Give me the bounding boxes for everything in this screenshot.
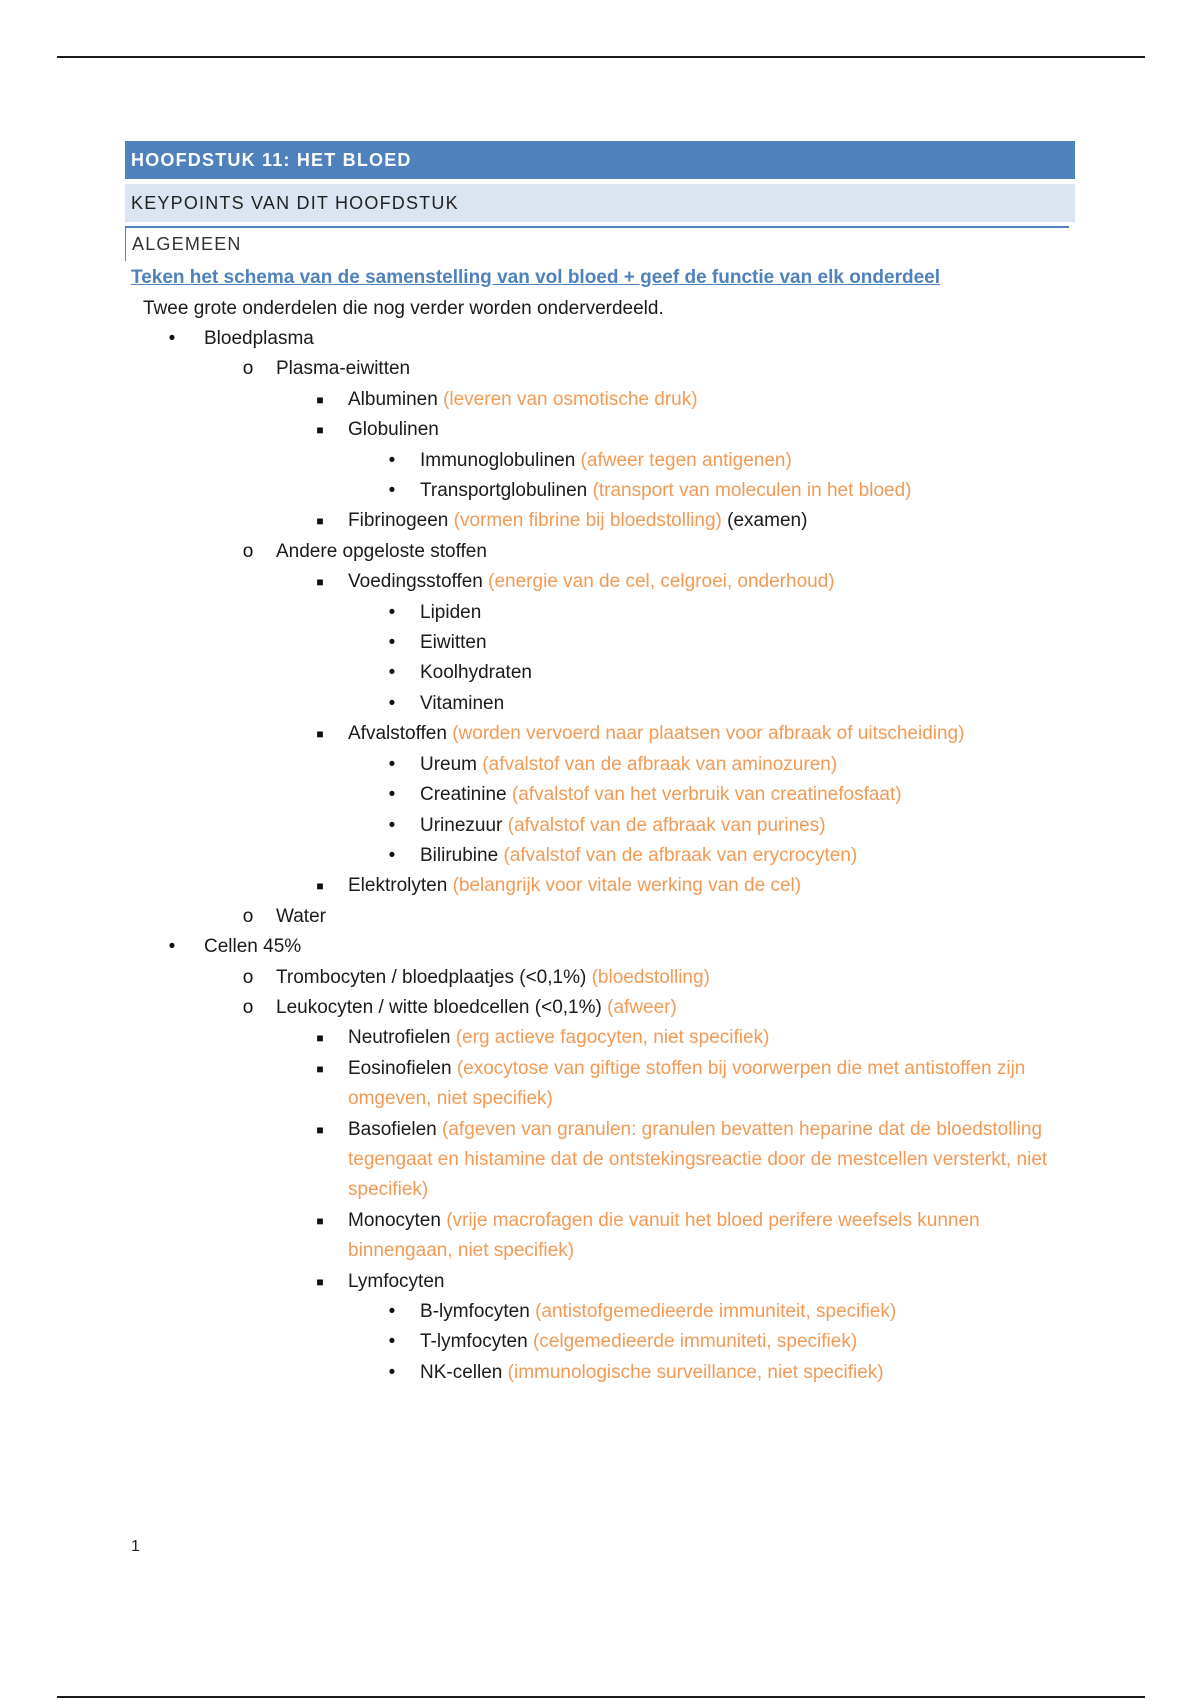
item-label: Voedingsstoffen bbox=[348, 571, 483, 593]
bullet-icon: ■ bbox=[316, 1061, 324, 1076]
bullet-icon: • bbox=[388, 844, 396, 866]
bullet-icon: • bbox=[388, 814, 396, 836]
list-item bbox=[125, 476, 1075, 506]
list-item bbox=[125, 1206, 1075, 1267]
bullet-icon: • bbox=[388, 632, 396, 654]
item-label: Afvalstoffen bbox=[348, 723, 447, 745]
list-item bbox=[125, 1327, 1075, 1357]
item-label: B-lymfocyten bbox=[420, 1301, 530, 1322]
list-item bbox=[125, 1267, 1075, 1297]
bullet-icon: • bbox=[388, 601, 396, 623]
bullet-icon: ■ bbox=[316, 423, 324, 438]
bullet-icon: • bbox=[388, 784, 396, 806]
footer-rule bbox=[57, 1696, 1145, 1698]
bullet-icon: o bbox=[242, 966, 254, 988]
question-link[interactable]: Teken het schema van de samenstelling van vol bloed + geef de functie van elk onderdeel bbox=[131, 267, 940, 288]
list-item bbox=[125, 719, 1075, 749]
bullet-icon: • bbox=[388, 1301, 396, 1322]
list-item bbox=[125, 1297, 1075, 1327]
item-label: Albuminen bbox=[348, 388, 438, 410]
list-item bbox=[125, 811, 1075, 841]
item-label: Eosinofielen bbox=[348, 1057, 452, 1079]
bullet-icon: ■ bbox=[316, 1274, 324, 1289]
list-item bbox=[125, 567, 1075, 597]
list-item bbox=[125, 780, 1075, 810]
item-note: (vormen fibrine bij bloedstolling) bbox=[453, 510, 722, 532]
item-note: (worden vervoerd naar plaatsen voor afbraak of uitscheiding) bbox=[452, 723, 965, 745]
item-note: (exocytose van giftige stoffen bij voorwerpen die met antistoffen zijn omgeven, niet specifiek) bbox=[348, 1057, 1026, 1110]
item-label: Water bbox=[276, 905, 326, 927]
item-label: Eiwitten bbox=[420, 632, 487, 654]
item-extra: (examen) bbox=[727, 510, 808, 532]
list-item bbox=[125, 385, 1075, 415]
bullet-icon: o bbox=[242, 540, 254, 562]
bullet-icon: • bbox=[388, 449, 396, 471]
item-label: Trombocyten / bloedplaatjes (<0,1%) bbox=[276, 966, 587, 988]
bullet-icon: ■ bbox=[316, 727, 324, 742]
bullet-icon: ■ bbox=[316, 575, 324, 590]
list-item bbox=[125, 658, 1075, 688]
bullet-icon: ■ bbox=[316, 1031, 324, 1046]
item-note: (vrije macrofagen die vanuit het bloed perifere weefsels kunnen binnengaan, niet specifiek) bbox=[348, 1209, 980, 1262]
item-label: Basofielen bbox=[348, 1118, 437, 1140]
list-item bbox=[125, 750, 1075, 780]
item-label: Globulinen bbox=[348, 419, 439, 441]
list-item bbox=[125, 1115, 1075, 1206]
bullet-icon: ■ bbox=[316, 879, 324, 894]
list-item bbox=[125, 415, 1075, 445]
list-item bbox=[125, 506, 1075, 536]
list-item bbox=[125, 628, 1075, 658]
page-number: 1 bbox=[131, 1538, 140, 1555]
list-item bbox=[125, 354, 1075, 384]
item-label: Transportglobulinen bbox=[420, 480, 588, 502]
item-label: Koolhydraten bbox=[420, 662, 532, 684]
item-note: (belangrijk voor vitale werking van de cel) bbox=[452, 875, 802, 897]
bullet-icon: • bbox=[388, 1331, 396, 1353]
item-note: (bloedstolling) bbox=[591, 966, 710, 988]
list-item bbox=[125, 871, 1075, 901]
bullet-icon: ■ bbox=[316, 392, 324, 407]
item-note: (erg actieve fagocyten, niet specifiek) bbox=[455, 1027, 770, 1049]
item-label: Ureum bbox=[420, 753, 478, 775]
item-note: (immunologische surveillance, niet specifiek) bbox=[507, 1361, 884, 1383]
bullet-icon: ■ bbox=[316, 514, 324, 529]
section-heading: ALGEMEEN bbox=[125, 226, 1069, 261]
bullet-icon: • bbox=[388, 662, 396, 684]
list-item bbox=[125, 1358, 1075, 1388]
list-item bbox=[125, 993, 1075, 1023]
item-note: (leveren van osmotische druk) bbox=[443, 388, 698, 410]
item-label: T-lymfocyten bbox=[420, 1331, 528, 1353]
list-item bbox=[125, 689, 1075, 719]
item-note: (afvalstof van het verbruik van creatinefosfaat) bbox=[511, 784, 902, 806]
bullet-icon: • bbox=[388, 692, 396, 714]
document-page bbox=[125, 141, 1075, 1388]
list-item bbox=[125, 963, 1075, 993]
bullet-icon: o bbox=[242, 996, 254, 1018]
chapter-heading: HOOFDSTUK 11: HET BLOED bbox=[125, 141, 1075, 179]
bullet-icon: • bbox=[168, 936, 176, 958]
item-note: (energie van de cel, celgroei, onderhoud) bbox=[488, 571, 835, 593]
item-label: NK-cellen bbox=[420, 1361, 503, 1383]
item-label: Creatinine bbox=[420, 784, 507, 806]
list-item bbox=[125, 841, 1075, 871]
header-rule bbox=[57, 56, 1145, 58]
list-item bbox=[125, 537, 1075, 567]
list-item bbox=[125, 446, 1075, 476]
item-note: (antistofgemedieerde immuniteit, specifiek) bbox=[535, 1301, 897, 1322]
list-item bbox=[125, 324, 1075, 354]
list-item bbox=[125, 1023, 1075, 1053]
item-label: Leukocyten / witte bloedcellen (<0,1%) bbox=[276, 996, 602, 1018]
item-label: Urinezuur bbox=[420, 814, 503, 836]
list-item bbox=[125, 932, 1075, 962]
item-note: (afvalstof van de afbraak van erycrocyten) bbox=[503, 844, 858, 866]
item-label: Cellen 45% bbox=[204, 936, 302, 958]
bullet-icon: • bbox=[388, 753, 396, 775]
keypoints-heading: KEYPOINTS VAN DIT HOOFDSTUK bbox=[125, 184, 1075, 222]
item-note: (transport van moleculen in het bloed) bbox=[592, 480, 912, 502]
item-label: Andere opgeloste stoffen bbox=[276, 540, 487, 562]
item-note: (afvalstof van de afbraak van purines) bbox=[507, 814, 826, 836]
item-label: Fibrinogeen bbox=[348, 510, 449, 532]
item-label: Vitaminen bbox=[420, 692, 505, 714]
item-label: Elektrolyten bbox=[348, 875, 448, 897]
bullet-icon: • bbox=[388, 480, 396, 502]
list-item bbox=[125, 902, 1075, 932]
item-label: Bloedplasma bbox=[204, 328, 314, 349]
item-label: Immunoglobulinen bbox=[420, 449, 576, 471]
item-label: Bilirubine bbox=[420, 844, 499, 866]
item-note: (afweer) bbox=[607, 996, 677, 1018]
bullet-icon: • bbox=[168, 328, 176, 349]
item-note: (afgeven van granulen: granulen bevatten heparine dat de bloedstolling tegengaat en histamine dat de ontstekingsreactie door de mestcellen versterkt, niet specifiek) bbox=[348, 1118, 1048, 1201]
bullet-icon: o bbox=[242, 358, 254, 380]
item-label: Lipiden bbox=[420, 601, 482, 623]
item-note: (celgemedieerde immuniteti, specifiek) bbox=[532, 1331, 858, 1353]
intro-text: Twee grote onderdelen die nog verder worden onderverdeeld. bbox=[143, 298, 664, 319]
bullet-icon: o bbox=[242, 905, 254, 927]
item-label: Lymfocyten bbox=[348, 1270, 445, 1292]
bullet-icon: ■ bbox=[316, 1213, 324, 1228]
item-note: (afvalstof van de afbraak van aminozuren) bbox=[482, 753, 838, 775]
item-label: Monocyten bbox=[348, 1209, 441, 1231]
list-item bbox=[125, 1054, 1075, 1115]
blood-composition-list bbox=[125, 324, 1075, 1388]
list-item bbox=[125, 598, 1075, 628]
item-label: Neutrofielen bbox=[348, 1027, 451, 1049]
item-note: (afweer tegen antigenen) bbox=[580, 449, 792, 471]
bullet-icon: • bbox=[388, 1361, 396, 1383]
item-label: Plasma-eiwitten bbox=[276, 358, 411, 380]
bullet-icon: ■ bbox=[316, 1122, 324, 1137]
